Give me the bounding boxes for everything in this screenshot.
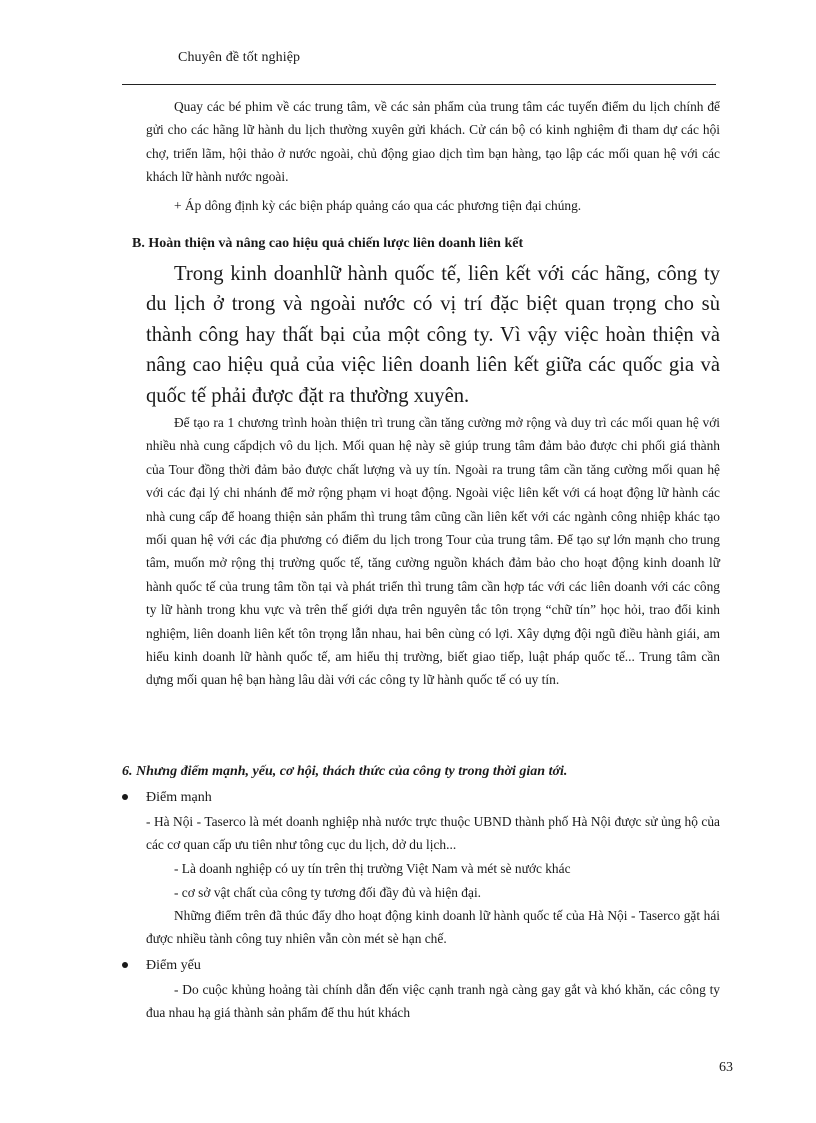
bullet-dot-icon [122, 962, 128, 968]
page-number: 63 [719, 1060, 733, 1075]
page-header: Chuyên đề tốt nghiệp [178, 50, 301, 65]
strengths-summary: Những điểm trên đã thúc đẩy dho hoạt động kinh doanh lữ hành quốc tế của Hà Nội - Taserco gặt hái được nhiều tành công tuy nhiên vẫn còn mét sè hạn chế. [146, 908, 720, 947]
strength-item-2: - Là doanh nghiệp có uy tín trên thị trường Việt Nam và mét sè nước khác [174, 861, 571, 876]
section-b-heading: B. Hoàn thiện và nâng cao hiệu quả chiến lược liên doanh liên kết [132, 236, 524, 251]
strengths-bullet [122, 790, 212, 806]
weakness-item-1: - Do cuộc khủng hoảng tài chính dẫn đến việc cạnh tranh ngà càng gay gắt và khó khăn, các công ty đua nhau hạ giá thành sản phẩm để thu hút khách [146, 982, 720, 1021]
intro-paragraph: Quay các bé phim về các trung tâm, về các sản phẩm của trung tâm các tuyến điểm du lịch chính để gửi cho các hãng lữ hành du lịch thường xuyên gửi khách. Cử cán bộ có kinh nghiệm đi tham dự các hội chợ, triển lãm, hội thảo ở nước ngoài, chủ động giao dịch tìm bạn hàng, tạo lập các mối quan hệ với các khách lữ hành nước ngoài. [146, 99, 720, 185]
intro-advertising-line: + Áp dông định kỳ các biện pháp quảng cáo qua các phương tiện đại chúng. [174, 198, 582, 213]
header-divider [122, 84, 716, 85]
section-6-heading: 6. Nhưng điểm mạnh, yếu, cơ hội, thách thức của công ty trong thời gian tới. [122, 764, 568, 779]
bullet-dot-icon [122, 794, 128, 800]
weaknesses-label: Điểm yếu [146, 958, 201, 973]
strength-item-3: - cơ sở vật chất của công ty tương đối đầy đủ và hiện đại. [174, 885, 482, 900]
weaknesses-bullet [122, 958, 201, 974]
strength-item-1: - Hà Nội - Taserco là mét doanh nghiệp nhà nước trực thuộc UBND thành phố Hà Nội được sử ủng hộ của các cơ quan cấp ưu tiên như tông cục du lịch, dở du lịch... [146, 814, 720, 853]
strengths-label: Điểm mạnh [146, 790, 212, 805]
strength-item [146, 810, 720, 857]
section-b-body-paragraph: Để tạo ra 1 chương trình hoàn thiện trì trung cần tăng cường mở rộng và duy trì các mối quan hệ với nhiều nhà cung cấpdịch vô du lịch. Mối quan hệ này sẽ giúp trung tâm đảm bảo được chi phối giá thành của Tour đồng thời đảm bảo được chất lượng và uy tín. Ngoài ra trung tâm cần tăng cường mối quan hệ với các đại lý chi nhánh để mở rộng phạm vi hoạt động. Ngoài việc liên kết với cá hoạt động lữ hành các nhà cung cấp để hoang thiện sản phẩm thì trung tâm cũng cần liên kết với các ngành công nhiệp khác tạo mối quan hệ với các địa phương có điểm du lịch trong Tour của trung tâm. Để tạo sự lớn mạnh cho trung tâm, muốn mở rộng thị trường quốc tế, tăng cường nguồn khách đảm bảo cho hoạt động kinh doanh lữ hành quốc tế của trung tâm tồn tại và phát triển thì trung tâm cần hợp tác với các liên doanh với các công ty lữ hành trong khu vực và trên thế giới dựa trên nguyên tắc tôn trọng “chữ tín” học hỏi, trao đổi kinh nghiệm, liên doanh liên kết tôn trọng lẫn nhau, hai bên cùng có lợi. Xây dựng đội ngũ điều hành giái, am hiểu kinh doanh lữ hành quốc tế, am hiểu thị trường, biết giao tiếp, luật pháp quốc tế... Trung tâm cần dựng mối quan hệ bạn hàng lâu dài với các công ty lữ hành quốc tế có uy tín. [146, 415, 720, 688]
section-b-large-paragraph: Trong kinh doanhlữ hành quốc tế, liên kết với các hãng, công ty du lịch ở trong và ngoài nước có vị trí đặc biệt quan trọng cho sù thành công hay thất bại của một công ty. Vì vậy việc hoàn thiện và nâng cao hiệu quả của việc liên doanh liên kết giữa các quốc gia và quốc tế phải được đặt ra thường xuyên. [146, 263, 720, 407]
